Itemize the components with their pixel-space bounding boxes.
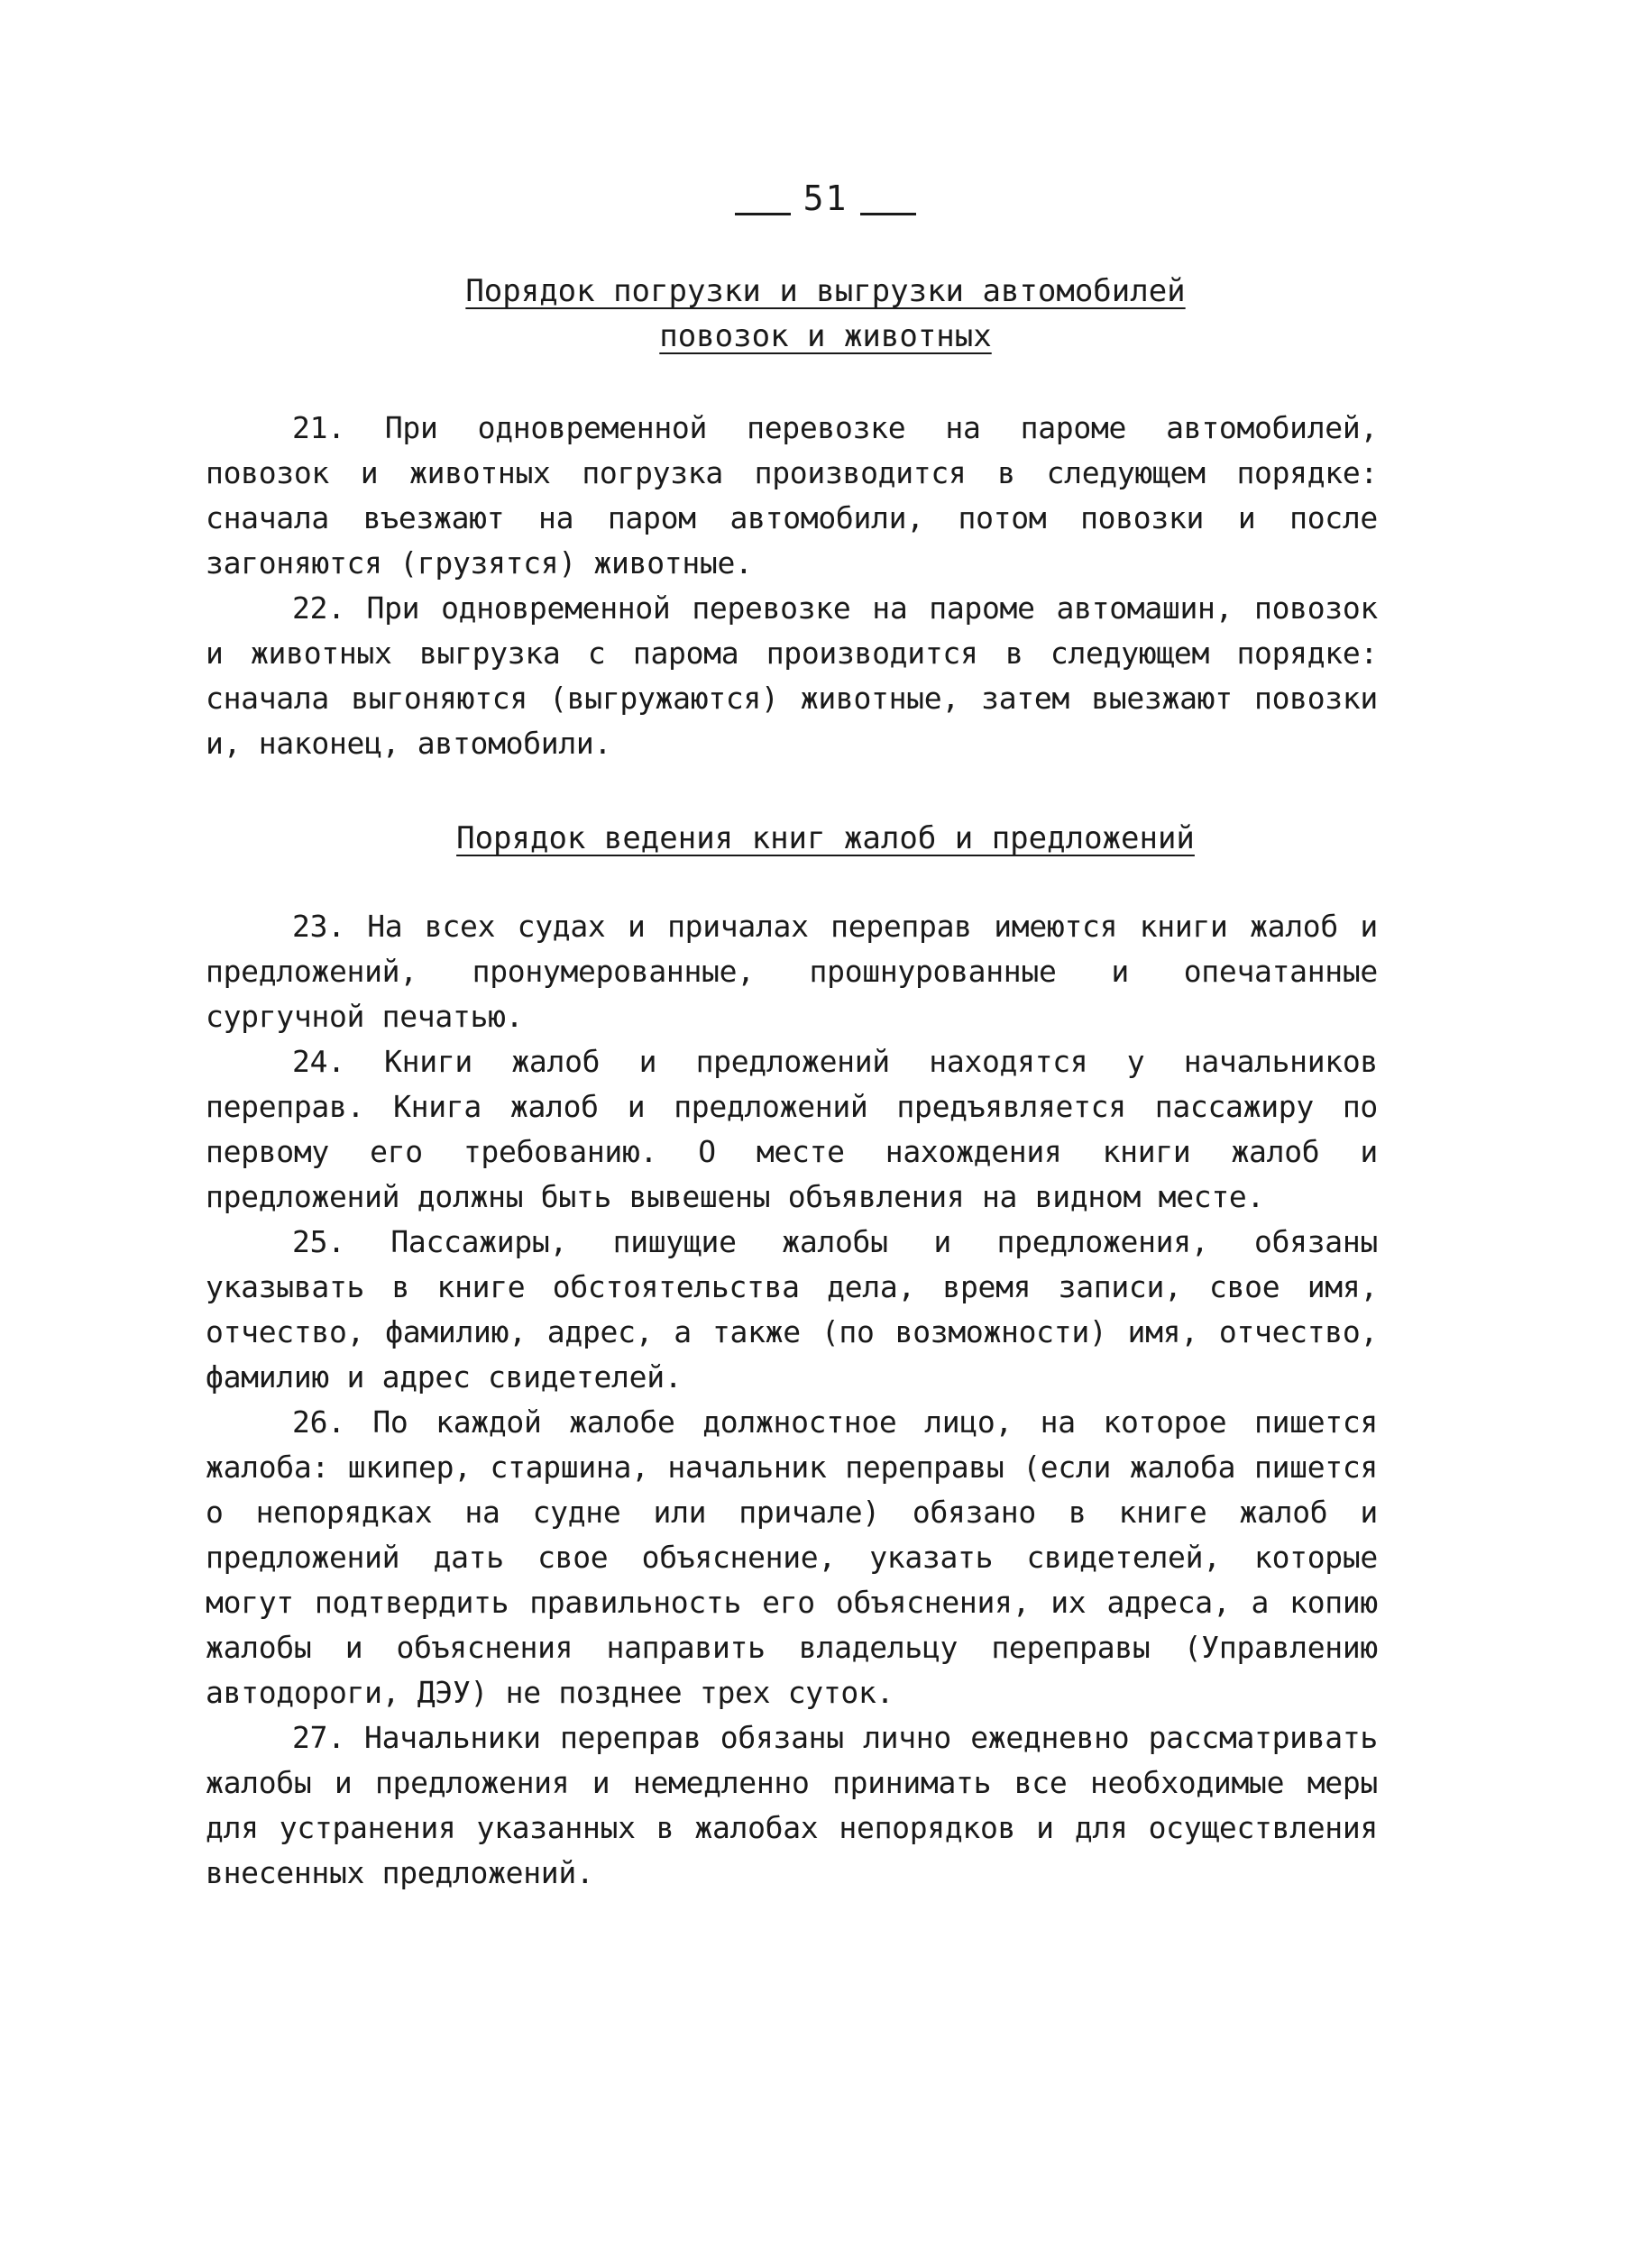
section-complaints-rules	[206, 904, 1378, 1896]
paragraph-27: 27. Начальники переправ обязаны лично ежедневно рассматривать жалобы и предложения и немедленно принимать все необходимые меры для устранения указанных в жалобах непорядков и для осуществления внесенных предложений.	[206, 1720, 1378, 1890]
page-number	[0, 178, 1651, 218]
page-number-text: 51	[803, 178, 848, 218]
section-heading-loading-line2: повозок и животных	[659, 318, 992, 354]
section-heading-complaints	[0, 816, 1651, 861]
section-heading-complaints-text: Порядок ведения книг жалоб и предложений	[456, 820, 1195, 856]
paragraph-25: 25. Пассажиры, пишущие жалобы и предложения, обязаны указывать в книге обстоятельства дела, время записи, свое имя, отчество, фамилию, адрес, а также (по возможности) имя, отчество, фамилию и адрес свидетелей.	[206, 1224, 1378, 1395]
page-number-dash-left	[735, 213, 791, 215]
paragraph-24: 24. Книги жалоб и предложений находятся у начальников переправ. Книга жалоб и предложений предъявляется пассажиру по первому его требованию. О месте нахождения книги жалоб и предложений должны быть вывешены объявления на видном месте.	[206, 1044, 1378, 1214]
paragraph-21: 21. При одновременной перевозке на пароме автомобилей, повозок и животных погрузка производится в следующем порядке: сначала въезжают на паром автомобили, потом повозки и после загоняются (грузятся) животные.	[206, 410, 1378, 581]
paragraph-26: 26. По каждой жалобе должностное лицо, на которое пишется жалоба: шкипер, старшина, начальник переправы (если жалоба пишется о непорядках на судне или причале) обязано в книге жалоб и предложений дать свое объяснение, указать свидетелей, которые могут подтвердить правильность его объяснения, их адреса, а копию жалобы и объяснения направить владельцу переправы (Управлению автодороги, ДЭУ) не позднее трех суток.	[206, 1404, 1378, 1710]
paragraph-22: 22. При одновременной перевозке на пароме автомашин, повозок и животных выгрузка с парома производится в следующем порядке: сначала выгоняются (выгружаются) животные, затем выезжают повозки и, наконец, автомобили.	[206, 590, 1378, 761]
section-heading-loading	[0, 269, 1651, 359]
section-heading-loading-line1: Порядок погрузки и выгрузки автомобилей	[465, 273, 1186, 309]
page-number-dash-right	[860, 213, 916, 215]
section-loading-rules	[206, 406, 1378, 766]
paragraph-23: 23. На всех судах и причалах переправ имеются книги жалоб и предложений, пронумерованные, прошнурованные и опечатанные сургучной печатью.	[206, 909, 1378, 1034]
